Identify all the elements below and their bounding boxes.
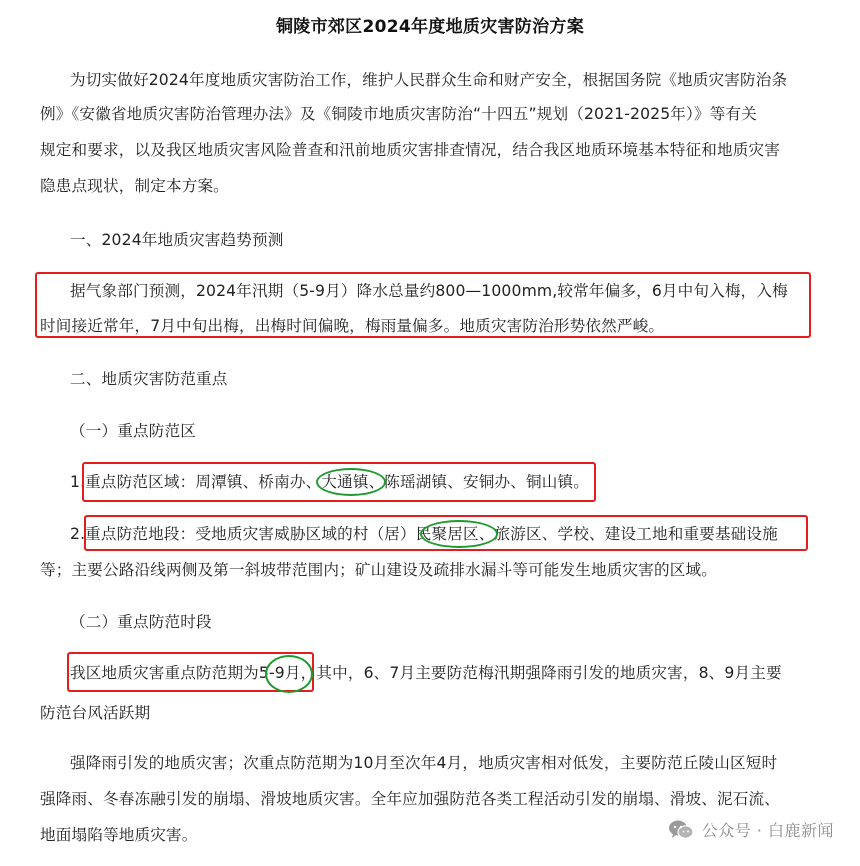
intro-line-2: 例》《安徽省地质灾害防治管理办法》及《铜陵市地质灾害防治“十四五”规划（2021-2025年）》等有关 (40, 105, 757, 123)
datong-circle-mark (316, 468, 386, 496)
wechat-watermark (668, 818, 834, 841)
intro-line-1: 为切实做好2024年度地质灾害防治工作，维护人民群众生命和财产安全，根据国务院《地质灾害防治条 (70, 71, 788, 89)
subsection-heading-2: （二）重点防范时段 (70, 613, 212, 631)
intro-line-4: 隐患点现状，制定本方案。 (40, 177, 229, 195)
key-area-line-1: 1.重点防范区域：周潭镇、桥南办、大通镇、陈瑶湖镇、安铜办、铜山镇。 (70, 473, 589, 491)
key-area-line-2b: 等；主要公路沿线两侧及第一斜坡带范围内；矿山建设及疏排水漏斗等可能发生地质灾害的区域。 (40, 561, 717, 579)
watermark-text: 公众号 · 白鹿新闻 (701, 821, 834, 840)
period-circle-mark (265, 655, 313, 693)
intro-line-3: 规定和要求，以及我区地质灾害风险普查和汛前地质灾害排查情况，结合我区地质环境基本特征和地质灾害 (40, 141, 780, 159)
forecast-line-2: 时间接近常年，7月中旬出梅，出梅时间偏晚，梅雨量偏多。地质灾害防治形势依然严峻。 (40, 317, 665, 335)
rain-line-1: 强降雨引发的地质灾害；次重点防范期为10月至次年4月，地质灾害相对低发，主要防范丘陵山区短时 (70, 754, 778, 772)
document-title: 铜陵市郊区2024年度地质灾害防治方案 (275, 17, 584, 37)
key-period-line-2: 防范台风活跃期 (40, 704, 151, 722)
key-area-line-2a: 2.重点防范地段：受地质灾害威胁区域的村（居）民聚居区、旅游区、学校、建设工地和重要基础设施 (70, 525, 778, 543)
subsection-heading-1: （一）重点防范区 (70, 422, 196, 440)
rain-line-2: 强降雨、冬春冻融引发的崩塌、滑坡地质灾害。全年应加强防范各类工程活动引发的崩塌、滑坡、泥石流、 (40, 790, 780, 808)
rain-line-3: 地面塌陷等地质灾害。 (40, 826, 198, 844)
forecast-line-1: 据气象部门预测，2024年汛期（5-9月）降水总量约800—1000mm,较常年偏多，6月中旬入梅，入梅 (70, 282, 788, 300)
residential-circle-mark (420, 520, 498, 548)
section-heading-2: 二、地质灾害防范重点 (70, 370, 228, 388)
wechat-icon (668, 819, 694, 841)
section-heading-1: 一、2024年地质灾害趋势预测 (70, 231, 284, 249)
forecast-highlight-box (35, 272, 811, 338)
key-period-line-1: 我区地质灾害重点防范期为5-9月，其中，6、7月主要防范梅汛期强降雨引发的地质灾害，8、9月主要 (70, 664, 782, 682)
